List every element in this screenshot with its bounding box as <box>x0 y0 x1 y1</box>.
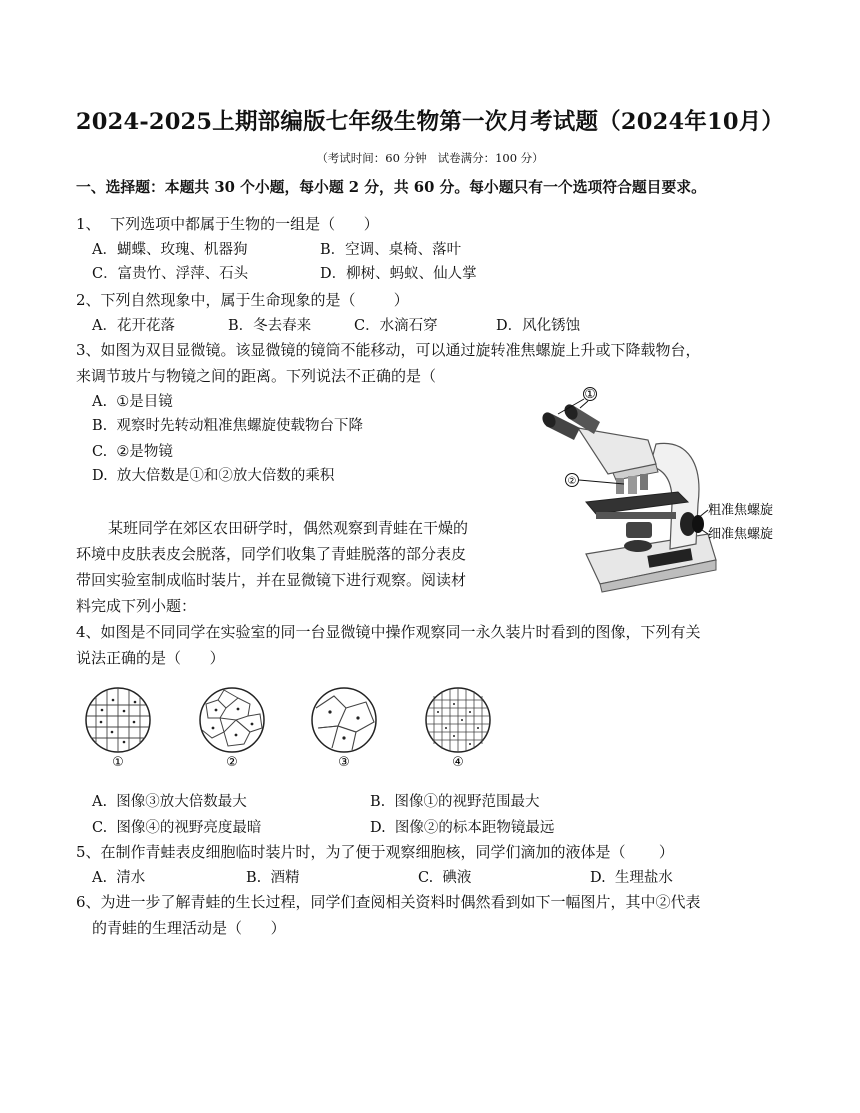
exam-subtitle: （考试时间：60 分钟 试卷满分：100 分） <box>316 151 544 165</box>
cell-label-2: ② <box>226 755 238 770</box>
cell-label-1: ① <box>112 755 124 770</box>
cell-view-1 <box>86 688 150 752</box>
cell-label-3: ③ <box>338 755 350 770</box>
cell-view-3 <box>312 688 376 752</box>
q1-option-a: A．蝴蝶、玫瑰、机器狗 <box>92 242 248 258</box>
passage-line-1: 某班同学在郊区农田研学时，偶然观察到青蛙在干燥的 <box>108 519 469 537</box>
q2-stem: 2、下列自然现象中，属于生命现象的是（ ） <box>76 291 409 309</box>
q4-option-d: D. 图像②的标本距物镜最远 <box>370 820 555 836</box>
q2-option-b: B．冬去春来 <box>228 318 312 334</box>
passage-line-4: 料完成下列小题： <box>76 597 197 615</box>
q3-stem-line1: 3、如图为双目显微镜。该显微镜的镜筒不能移动，可以通过旋转准焦螺旋上升或下降载物台， <box>76 341 701 359</box>
q6-stem-line2: 的青蛙的生理活动是（ ） <box>92 919 286 937</box>
label-coarse-focus: 粗准焦螺旋 <box>708 503 774 518</box>
passage-line-2: 环境中皮肤表皮会脱落，同学们收集了青蛙脱落的部分表皮 <box>76 545 467 563</box>
section-heading: 一、选择题：本题共 30 个小题，每小题 2 分，共 60 分。每小题只有一个选项符合题目要求。 <box>76 179 706 196</box>
cell-view-4 <box>426 688 490 752</box>
q3-option-b: B. 观察时先转动粗准焦螺旋使载物台下降 <box>92 418 363 434</box>
q4-option-b: B. 图像①的视野范围最大 <box>370 794 540 810</box>
q2-option-d: D．风化锈蚀 <box>496 318 581 334</box>
cell-views-figure <box>76 680 506 770</box>
q4-option-c: C. 图像④的视野亮度最暗 <box>92 820 262 836</box>
q3-option-c: C. ②是物镜 <box>92 444 173 460</box>
label-eyepiece: ① <box>584 386 596 401</box>
q3-stem-line2: 来调节玻片与物镜之间的距离。下列说法不正确的是（ <box>76 367 437 385</box>
cell-label-4: ④ <box>452 755 464 770</box>
q5-option-a: A. 清水 <box>92 870 146 886</box>
q4-stem-line1: 4、如图是不同同学在实验室的同一台显微镜中操作观察同一永久装片时看到的图像，下列有关 <box>76 623 701 641</box>
q4-option-a: A. 图像③放大倍数最大 <box>92 794 247 810</box>
q5-option-c: C. 碘液 <box>418 870 472 886</box>
q5-option-d: D. 生理盐水 <box>590 870 673 886</box>
q6-stem-line1: 6、为进一步了解青蛙的生长过程，同学们查阅相关资料时偶然看到如下一幅图片，其中②代表 <box>76 893 701 911</box>
q1-option-b: B．空调、桌椅、落叶 <box>320 242 462 258</box>
q4-stem-line2: 说法正确的是（ ） <box>76 649 225 667</box>
q1-stem: 1、 下列选项中都属于生物的一组是（ ） <box>76 215 379 233</box>
label-fine-focus: 细准焦螺旋 <box>708 527 774 542</box>
passage-line-3: 带回实验室制成临时装片，并在显微镜下进行观察。阅读材 <box>76 571 467 589</box>
microscope-figure <box>538 384 788 594</box>
q2-option-c: C．水滴石穿 <box>354 318 438 334</box>
q5-option-b: B. 酒精 <box>246 870 300 886</box>
q5-stem: 5、在制作青蛙表皮细胞临时装片时，为了便于观察细胞核，同学们滴加的液体是（ ） <box>76 843 674 861</box>
q1-option-c: C．富贵竹、浮萍、石头 <box>92 266 249 282</box>
q2-option-a: A．花开花落 <box>92 318 175 334</box>
q3-option-a: A. ①是目镜 <box>92 394 173 410</box>
q3-option-d: D. 放大倍数是①和②放大倍数的乘积 <box>92 468 335 484</box>
label-objective: ② <box>567 476 577 487</box>
page-title: 2024-2025上期部编版七年级生物第一次月考试题（2024年10月） <box>75 109 785 135</box>
cell-view-2 <box>200 688 264 752</box>
q1-option-d: D．柳树、蚂蚁、仙人掌 <box>320 266 477 282</box>
